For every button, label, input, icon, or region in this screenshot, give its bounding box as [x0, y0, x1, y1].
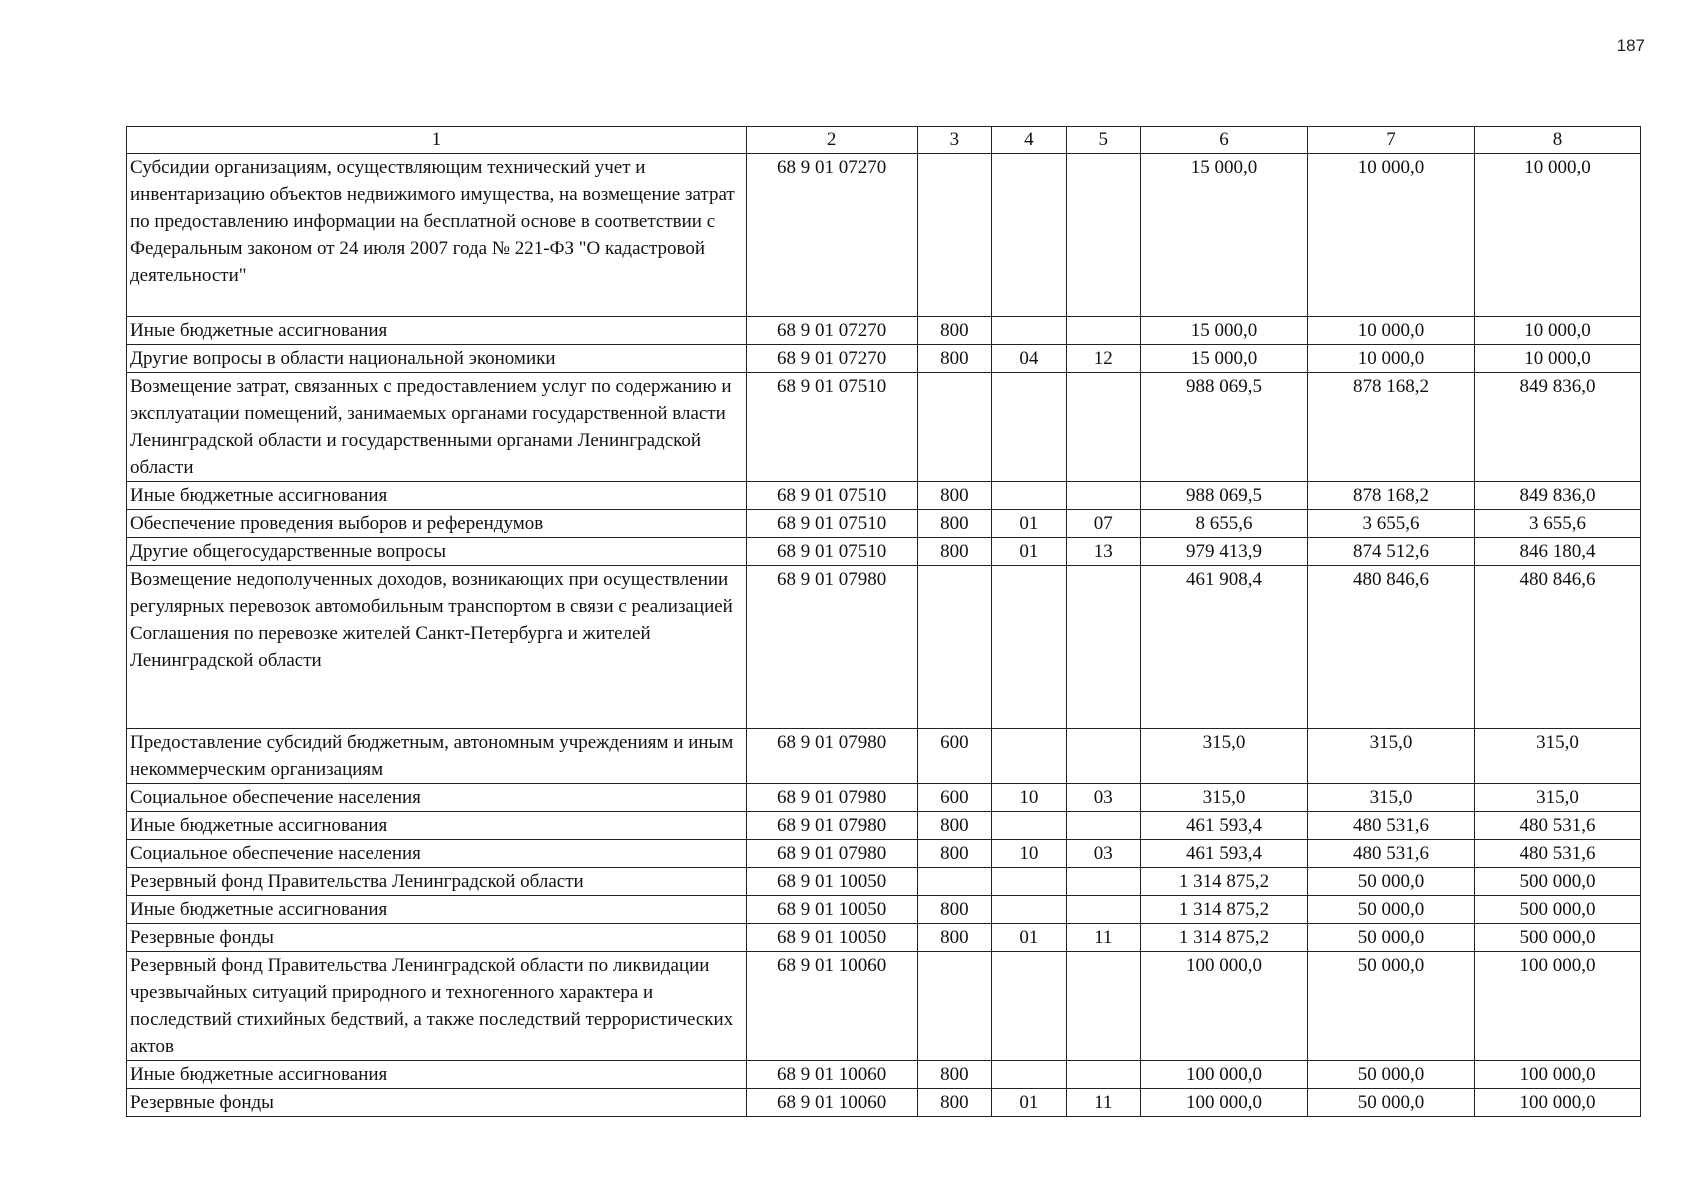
amount-year-2: 50 000,0 — [1307, 924, 1474, 952]
amount-year-1: 979 413,9 — [1141, 538, 1308, 566]
amount-year-1: 100 000,0 — [1141, 1061, 1308, 1089]
target-article-code: 68 9 01 10060 — [746, 952, 917, 1061]
amount-year-1: 988 069,5 — [1141, 482, 1308, 510]
amount-year-3: 10 000,0 — [1474, 345, 1640, 373]
amount-year-2: 874 512,6 — [1307, 538, 1474, 566]
table-row — [127, 1061, 1641, 1089]
row-description: Иные бюджетные ассигнования — [127, 896, 747, 924]
amount-year-2: 480 531,6 — [1307, 812, 1474, 840]
section-code: 01 — [992, 538, 1066, 566]
amount-year-3: 3 655,6 — [1474, 510, 1640, 538]
amount-year-2: 480 531,6 — [1307, 840, 1474, 868]
amount-year-2: 3 655,6 — [1307, 510, 1474, 538]
amount-year-1: 1 314 875,2 — [1141, 924, 1308, 952]
target-article-code: 68 9 01 10060 — [746, 1089, 917, 1117]
subsection-code — [1066, 154, 1140, 317]
amount-year-2: 10 000,0 — [1307, 317, 1474, 345]
column-header: 4 — [992, 127, 1066, 154]
expense-type-code: 800 — [917, 1089, 991, 1117]
subsection-code — [1066, 896, 1140, 924]
row-description: Субсидии организациям, осуществляющим технический учет и инвентаризацию объектов недвижимого имущества, на возмещение затрат по предоставлению информации на бесплатной основе в соответствии с Федеральным законом от 24 июля 2007 года № 221-ФЗ "О кадастровой деятельности" — [127, 154, 747, 317]
subsection-code — [1066, 482, 1140, 510]
amount-year-3: 500 000,0 — [1474, 868, 1640, 896]
expense-type-code: 800 — [917, 1061, 991, 1089]
expense-type-code — [917, 154, 991, 317]
section-code — [992, 812, 1066, 840]
subsection-code: 12 — [1066, 345, 1140, 373]
expense-type-code — [917, 868, 991, 896]
amount-year-3: 846 180,4 — [1474, 538, 1640, 566]
amount-year-2: 878 168,2 — [1307, 373, 1474, 482]
amount-year-1: 8 655,6 — [1141, 510, 1308, 538]
row-description: Другие общегосударственные вопросы — [127, 538, 747, 566]
subsection-code — [1066, 317, 1140, 345]
expense-type-code: 800 — [917, 840, 991, 868]
table-row — [127, 784, 1641, 812]
table-row — [127, 345, 1641, 373]
subsection-code — [1066, 812, 1140, 840]
column-header: 5 — [1066, 127, 1140, 154]
expense-type-code: 800 — [917, 896, 991, 924]
row-description: Предоставление субсидий бюджетным, автономным учреждениям и иным некоммерческим организациям — [127, 729, 747, 784]
amount-year-2: 50 000,0 — [1307, 952, 1474, 1061]
table-row — [127, 566, 1641, 729]
amount-year-1: 1 314 875,2 — [1141, 896, 1308, 924]
target-article-code: 68 9 01 07270 — [746, 154, 917, 317]
section-code: 10 — [992, 784, 1066, 812]
amount-year-3: 480 846,6 — [1474, 566, 1640, 729]
amount-year-2: 480 846,6 — [1307, 566, 1474, 729]
amount-year-1: 15 000,0 — [1141, 154, 1308, 317]
section-code: 10 — [992, 840, 1066, 868]
amount-year-1: 1 314 875,2 — [1141, 868, 1308, 896]
column-header: 7 — [1307, 127, 1474, 154]
row-description: Социальное обеспечение населения — [127, 784, 747, 812]
table-row — [127, 868, 1641, 896]
amount-year-2: 10 000,0 — [1307, 154, 1474, 317]
subsection-code — [1066, 373, 1140, 482]
amount-year-1: 988 069,5 — [1141, 373, 1308, 482]
target-article-code: 68 9 01 10050 — [746, 896, 917, 924]
subsection-code — [1066, 868, 1140, 896]
table-row — [127, 812, 1641, 840]
table-row — [127, 896, 1641, 924]
page-number: 187 — [1616, 36, 1645, 55]
target-article-code: 68 9 01 10060 — [746, 1061, 917, 1089]
column-header: 8 — [1474, 127, 1640, 154]
expense-type-code: 800 — [917, 812, 991, 840]
subsection-code: 03 — [1066, 840, 1140, 868]
target-article-code: 68 9 01 10050 — [746, 868, 917, 896]
amount-year-1: 315,0 — [1141, 729, 1308, 784]
amount-year-1: 315,0 — [1141, 784, 1308, 812]
target-article-code: 68 9 01 07980 — [746, 784, 917, 812]
row-description: Социальное обеспечение населения — [127, 840, 747, 868]
section-code — [992, 482, 1066, 510]
amount-year-1: 461 908,4 — [1141, 566, 1308, 729]
amount-year-3: 100 000,0 — [1474, 1061, 1640, 1089]
table-row — [127, 482, 1641, 510]
table-row — [127, 510, 1641, 538]
amount-year-3: 849 836,0 — [1474, 482, 1640, 510]
table-row — [127, 840, 1641, 868]
table-row — [127, 154, 1641, 317]
target-article-code: 68 9 01 07510 — [746, 373, 917, 482]
table-row — [127, 317, 1641, 345]
row-description: Резервный фонд Правительства Ленинградской области — [127, 868, 747, 896]
section-code — [992, 729, 1066, 784]
expense-type-code: 800 — [917, 924, 991, 952]
amount-year-3: 100 000,0 — [1474, 1089, 1640, 1117]
section-code — [992, 317, 1066, 345]
amount-year-3: 315,0 — [1474, 784, 1640, 812]
amount-year-2: 50 000,0 — [1307, 868, 1474, 896]
table-header-row — [127, 127, 1641, 154]
table-row — [127, 924, 1641, 952]
row-description: Другие вопросы в области национальной экономики — [127, 345, 747, 373]
target-article-code: 68 9 01 07510 — [746, 510, 917, 538]
row-description: Резервные фонды — [127, 1089, 747, 1117]
amount-year-2: 878 168,2 — [1307, 482, 1474, 510]
row-description: Резервный фонд Правительства Ленинградской области по ликвидации чрезвычайных ситуаций природного и техногенного характера и последствий стихийных бедствий, а также последствий террористических актов — [127, 952, 747, 1061]
expense-type-code: 800 — [917, 317, 991, 345]
table-row — [127, 1089, 1641, 1117]
target-article-code: 68 9 01 07510 — [746, 482, 917, 510]
expense-type-code: 800 — [917, 345, 991, 373]
amount-year-2: 10 000,0 — [1307, 345, 1474, 373]
table-row — [127, 952, 1641, 1061]
section-code: 04 — [992, 345, 1066, 373]
section-code — [992, 1061, 1066, 1089]
section-code — [992, 952, 1066, 1061]
expense-type-code: 800 — [917, 482, 991, 510]
section-code — [992, 373, 1066, 482]
table-row — [127, 729, 1641, 784]
expense-type-code — [917, 952, 991, 1061]
target-article-code: 68 9 01 10050 — [746, 924, 917, 952]
row-description: Иные бюджетные ассигнования — [127, 1061, 747, 1089]
target-article-code: 68 9 01 07510 — [746, 538, 917, 566]
row-description: Иные бюджетные ассигнования — [127, 482, 747, 510]
row-description: Возмещение недополученных доходов, возникающих при осуществлении регулярных перевозок автомобильным транспортом в связи с реализацией Соглашения по перевозке жителей Санкт-Петербурга и жителей Ленинградской области — [127, 566, 747, 729]
table-row — [127, 538, 1641, 566]
target-article-code: 68 9 01 07980 — [746, 840, 917, 868]
subsection-code — [1066, 566, 1140, 729]
subsection-code: 11 — [1066, 924, 1140, 952]
subsection-code — [1066, 729, 1140, 784]
target-article-code: 68 9 01 07980 — [746, 729, 917, 784]
subsection-code — [1066, 952, 1140, 1061]
expense-type-code — [917, 566, 991, 729]
column-header: 3 — [917, 127, 991, 154]
amount-year-3: 315,0 — [1474, 729, 1640, 784]
section-code — [992, 566, 1066, 729]
amount-year-3: 480 531,6 — [1474, 812, 1640, 840]
amount-year-1: 100 000,0 — [1141, 1089, 1308, 1117]
amount-year-2: 315,0 — [1307, 729, 1474, 784]
section-code: 01 — [992, 924, 1066, 952]
row-description: Обеспечение проведения выборов и референдумов — [127, 510, 747, 538]
section-code — [992, 868, 1066, 896]
section-code — [992, 896, 1066, 924]
table-body — [127, 154, 1641, 1117]
amount-year-2: 50 000,0 — [1307, 896, 1474, 924]
subsection-code: 07 — [1066, 510, 1140, 538]
section-code: 01 — [992, 510, 1066, 538]
amount-year-3: 849 836,0 — [1474, 373, 1640, 482]
target-article-code: 68 9 01 07980 — [746, 812, 917, 840]
amount-year-1: 100 000,0 — [1141, 952, 1308, 1061]
row-description: Иные бюджетные ассигнования — [127, 812, 747, 840]
amount-year-2: 315,0 — [1307, 784, 1474, 812]
amount-year-3: 480 531,6 — [1474, 840, 1640, 868]
amount-year-3: 500 000,0 — [1474, 924, 1640, 952]
section-code: 01 — [992, 1089, 1066, 1117]
expense-type-code: 800 — [917, 510, 991, 538]
expense-type-code: 800 — [917, 538, 991, 566]
amount-year-2: 50 000,0 — [1307, 1061, 1474, 1089]
column-header: 1 — [127, 127, 747, 154]
expense-type-code: 600 — [917, 784, 991, 812]
subsection-code: 03 — [1066, 784, 1140, 812]
amount-year-3: 10 000,0 — [1474, 317, 1640, 345]
row-description: Иные бюджетные ассигнования — [127, 317, 747, 345]
target-article-code: 68 9 01 07270 — [746, 317, 917, 345]
row-description: Возмещение затрат, связанных с предоставлением услуг по содержанию и эксплуатации помещений, занимаемых органами государственной власти Ленинградской области и государственными органами Ленинградской области — [127, 373, 747, 482]
target-article-code: 68 9 01 07270 — [746, 345, 917, 373]
column-header: 6 — [1141, 127, 1308, 154]
column-header: 2 — [746, 127, 917, 154]
amount-year-1: 15 000,0 — [1141, 317, 1308, 345]
row-description: Резервные фонды — [127, 924, 747, 952]
subsection-code — [1066, 1061, 1140, 1089]
amount-year-2: 50 000,0 — [1307, 1089, 1474, 1117]
amount-year-3: 500 000,0 — [1474, 896, 1640, 924]
target-article-code: 68 9 01 07980 — [746, 566, 917, 729]
table-row — [127, 373, 1641, 482]
budget-table — [126, 126, 1641, 1117]
amount-year-3: 10 000,0 — [1474, 154, 1640, 317]
amount-year-1: 15 000,0 — [1141, 345, 1308, 373]
expense-type-code: 600 — [917, 729, 991, 784]
subsection-code: 11 — [1066, 1089, 1140, 1117]
amount-year-1: 461 593,4 — [1141, 840, 1308, 868]
expense-type-code — [917, 373, 991, 482]
section-code — [992, 154, 1066, 317]
amount-year-1: 461 593,4 — [1141, 812, 1308, 840]
subsection-code: 13 — [1066, 538, 1140, 566]
amount-year-3: 100 000,0 — [1474, 952, 1640, 1061]
